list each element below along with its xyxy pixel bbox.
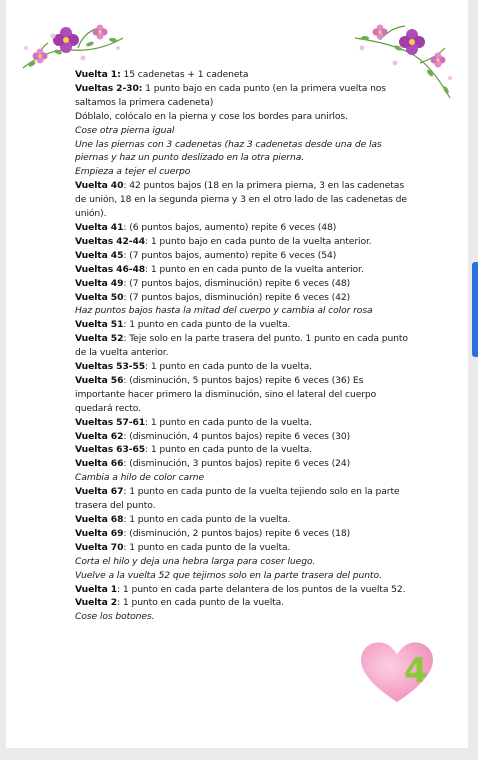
round-label: Vueltas 42-44 <box>75 235 146 247</box>
instruction-text: : 1 punto en cada punto de la vuelta. <box>123 541 291 553</box>
round-label: Vuelta 52 <box>75 333 124 345</box>
instruction-text: : Teje solo en la parte trasera del punto. 1 punto en cada punto de la vuelta anterior. <box>75 333 408 359</box>
instruction-line <box>75 541 408 555</box>
instruction-line <box>75 596 408 610</box>
instruction-text: : 1 punto en cada punto de la vuelta tejiendo solo en la parte trasera del punto. <box>75 486 400 512</box>
instruction-line <box>75 263 408 277</box>
round-label: Vuelta 41 <box>75 221 124 233</box>
round-label: Vuelta 67 <box>75 486 124 498</box>
instruction-line <box>75 82 408 110</box>
round-label: Vuelta 45 <box>75 249 124 261</box>
instruction-text: : (7 puntos bajos, disminución) repite 6 veces (48) <box>123 277 351 289</box>
instruction-line <box>75 138 408 166</box>
side-scroll-indicator[interactable] <box>472 262 478 357</box>
round-label: Vuelta 51 <box>75 319 124 331</box>
instruction-line <box>75 569 408 583</box>
instruction-text: Dóblalo, colócalo en la pierna y cose los bordes para unirlos. <box>75 110 348 122</box>
instruction-text: : 1 punto bajo en cada punto de la vuelta anterior. <box>145 235 372 247</box>
instruction-line <box>75 68 408 82</box>
round-label: Vuelta 66 <box>75 458 124 470</box>
round-label: Vuelta 68 <box>75 514 124 525</box>
instruction-text: Corta el hilo y deja una hebra larga para coser luego. <box>75 555 316 567</box>
instruction-line <box>75 332 408 360</box>
instruction-line <box>75 304 408 318</box>
instruction-text: : 1 punto en cada parte delantera de los puntos de la vuelta 52. <box>117 583 406 595</box>
instruction-text: 1 punto bajo en cada punto (en la primera vuelta nos saltamos la primera cadeneta) <box>75 82 386 108</box>
instruction-text: Empieza a tejer el cuerpo <box>75 166 191 178</box>
instruction-line <box>75 318 408 332</box>
round-label: Vuelta 1: <box>75 69 121 80</box>
instruction-line <box>75 165 408 179</box>
instruction-line <box>75 555 408 569</box>
instruction-line <box>75 179 408 221</box>
instruction-text: 15 cadenetas + 1 cadeneta <box>120 69 249 80</box>
instruction-line <box>75 527 408 541</box>
round-label: Vueltas 46-48 <box>75 263 146 275</box>
instruction-line <box>75 443 408 457</box>
instruction-text: : (disminución, 2 puntos bajos) repite 6 veces (18) <box>123 527 351 539</box>
instruction-line <box>75 374 408 416</box>
round-label: Vuelta 70 <box>75 541 124 553</box>
instruction-line <box>75 430 408 444</box>
instruction-text: : (disminución, 5 puntos bajos) repite 6 veces (36) Es importante hacer primero la disminución, sino el lateral del cuerpo quedará recto. <box>75 374 377 414</box>
instruction-text: : 1 punto en cada punto de la vuelta. <box>123 514 291 525</box>
instruction-line <box>75 277 408 291</box>
instruction-text: : 1 punto en cada punto de la vuelta. <box>145 361 312 373</box>
round-label: Vueltas 63-65 <box>75 444 146 456</box>
round-label: Vuelta 1 <box>75 583 118 595</box>
instruction-text: : 1 punto en cada punto de la vuelta. <box>145 444 312 456</box>
instruction-line <box>75 235 408 249</box>
instruction-text: : (6 puntos bajos, aumento) repite 6 veces (48) <box>123 221 337 233</box>
instruction-line <box>75 291 408 305</box>
instruction-text: : (7 puntos bajos, aumento) repite 6 veces (54) <box>123 249 337 261</box>
instruction-line <box>75 221 408 235</box>
instruction-text: : 1 punto en cada punto de la vuelta. <box>123 319 291 331</box>
instruction-text: Cambia a hilo de color carne <box>75 472 205 484</box>
instruction-text: Vuelve a la vuelta 52 que tejimos solo en la parte trasera del punto. <box>75 569 382 581</box>
instruction-text: : (7 puntos bajos, disminución) repite 6 veces (42) <box>123 291 351 303</box>
instruction-text: Une las piernas con 3 cadenetas (haz 3 cadenetas desde una de las piernas y haz un punto deslizado en la otra pierna. <box>75 138 382 164</box>
instruction-line <box>75 249 408 263</box>
round-label: Vuelta 62 <box>75 430 124 442</box>
heart-icon <box>356 636 438 706</box>
pattern-instructions <box>75 68 408 624</box>
instruction-line <box>75 110 408 124</box>
instruction-line <box>75 610 408 624</box>
instruction-text: : 1 punto en en cada punto de la vuelta anterior. <box>145 263 364 275</box>
page-number: 4 <box>404 651 428 691</box>
round-label: Vueltas 57-61 <box>75 416 146 428</box>
instruction-text: : (disminución, 4 puntos bajos) repite 6 veces (30) <box>123 430 351 442</box>
round-label: Vueltas 2-30: <box>75 82 143 94</box>
round-label: Vuelta 56 <box>75 374 124 386</box>
instruction-text: Cose los botones. <box>75 611 155 623</box>
instruction-line <box>75 513 408 527</box>
round-label: Vuelta 50 <box>75 291 124 303</box>
instruction-line <box>75 471 408 485</box>
round-label: Vuelta 49 <box>75 277 124 289</box>
round-label: Vueltas 53-55 <box>75 361 146 373</box>
instruction-text: : 1 punto en cada punto de la vuelta. <box>117 597 285 609</box>
round-label: Vuelta 2 <box>75 597 118 609</box>
instruction-text: Haz puntos bajos hasta la mitad del cuerpo y cambia al color rosa <box>75 305 373 317</box>
instruction-line <box>75 124 408 138</box>
round-label: Vuelta 40 <box>75 180 124 192</box>
instruction-line <box>75 457 408 471</box>
instruction-text: : 1 punto en cada punto de la vuelta. <box>145 416 312 428</box>
round-label: Vuelta 69 <box>75 527 124 539</box>
instruction-line <box>75 485 408 513</box>
instruction-text: Cose otra pierna igual <box>75 124 175 136</box>
instruction-text: : (disminución, 3 puntos bajos) repite 6 veces (24) <box>123 458 351 470</box>
instruction-line <box>75 360 408 374</box>
instruction-line <box>75 583 408 597</box>
instruction-text: : 42 puntos bajos (18 en la primera pierna, 3 en las cadenetas de unión, 18 en la segunda pierna y 3 en el otro lado de las cadenetas de unión). <box>75 180 407 220</box>
instruction-line <box>75 416 408 430</box>
